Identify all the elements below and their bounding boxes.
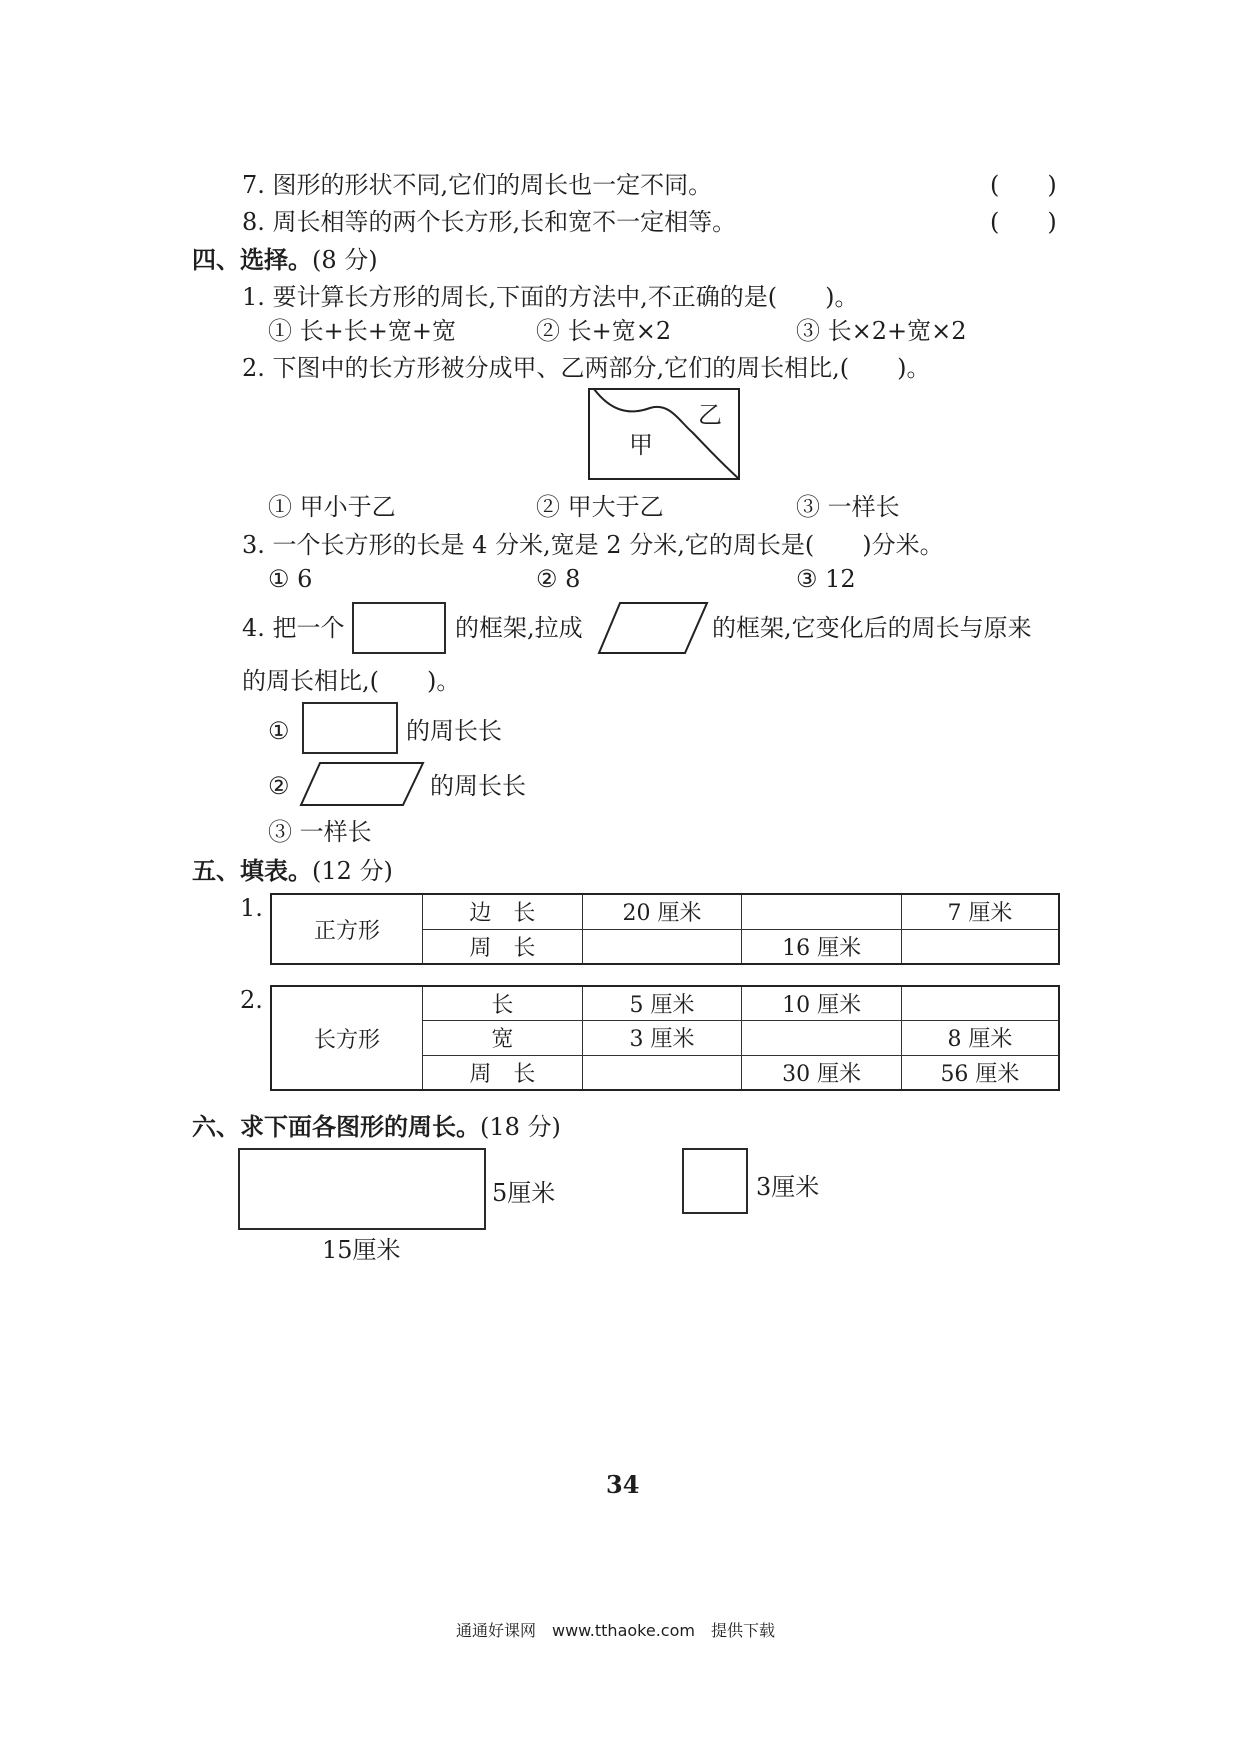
table-cell[interactable] bbox=[901, 986, 1059, 1021]
row-header: 周 长 bbox=[423, 1055, 583, 1090]
option-2-text[interactable]: 的周长长 bbox=[430, 772, 526, 800]
table-cell[interactable] bbox=[582, 929, 742, 964]
table-cell: 20 厘米 bbox=[582, 894, 742, 929]
question-4-suffix: 的框架,它变化后的周长与原来 bbox=[712, 614, 1032, 642]
rectangle-frame-icon bbox=[302, 702, 398, 754]
section-4-heading bbox=[192, 245, 378, 275]
label-jia: 甲 bbox=[629, 431, 653, 459]
option-3[interactable]: ③ 12 bbox=[796, 565, 856, 593]
table-cell: 5 厘米 bbox=[582, 986, 742, 1021]
table-row bbox=[271, 986, 1059, 1021]
question-4-line2: 的周长相比,( )。 bbox=[242, 667, 461, 695]
table-cell: 30 厘米 bbox=[742, 1055, 902, 1090]
statement-text: 图形的形状不同,它们的周长也一定不同。 bbox=[272, 171, 713, 199]
rectangle-shape bbox=[238, 1148, 486, 1230]
question-3-text: 3. 一个长方形的长是 4 分米,宽是 2 分米,它的周长是( )分米。 bbox=[242, 531, 944, 559]
row-group-label: 正方形 bbox=[271, 894, 423, 964]
option-1[interactable]: ① 甲小于乙 bbox=[268, 493, 396, 521]
row-header: 宽 bbox=[423, 1021, 583, 1055]
table-cell[interactable] bbox=[582, 1055, 742, 1090]
option-1-text[interactable]: 的周长长 bbox=[406, 717, 502, 745]
rectangle-height-label: 5厘米 bbox=[492, 1179, 556, 1207]
table-cell: 8 厘米 bbox=[901, 1021, 1059, 1055]
table-row bbox=[271, 894, 1059, 929]
judge-item-7 bbox=[242, 170, 712, 200]
item-number: 8. bbox=[242, 208, 265, 236]
question-4-prefix: 4. 把一个 bbox=[242, 614, 345, 642]
section-points: (18 分) bbox=[480, 1113, 561, 1141]
row-header: 长 bbox=[423, 986, 583, 1021]
section-points: (12 分) bbox=[312, 857, 393, 885]
option-2[interactable]: ② 长+宽×2 bbox=[536, 317, 672, 345]
section-points: (8 分) bbox=[312, 246, 378, 274]
rectangle-width-label: 15厘米 bbox=[322, 1236, 401, 1264]
table-cell[interactable] bbox=[742, 1021, 902, 1055]
row-header: 边 长 bbox=[423, 894, 583, 929]
square-shape bbox=[682, 1148, 748, 1214]
option-2[interactable]: ② 8 bbox=[536, 565, 581, 593]
parallelogram-frame-icon bbox=[300, 762, 424, 806]
question-2-text: 2. 下图中的长方形被分成甲、乙两部分,它们的周长相比,( )。 bbox=[242, 354, 931, 382]
question-1-text: 1. 要计算长方形的周长,下面的方法中,不正确的是( )。 bbox=[242, 283, 859, 311]
parallelogram-frame-icon bbox=[598, 602, 708, 654]
option-2[interactable]: ② 甲大于乙 bbox=[536, 493, 664, 521]
label-yi: 乙 bbox=[698, 401, 722, 429]
page-number: 34 bbox=[606, 1470, 640, 1499]
section-5-heading bbox=[192, 856, 393, 886]
answer-paren[interactable]: ( ) bbox=[990, 208, 1057, 236]
table-cell: 3 厘米 bbox=[582, 1021, 742, 1055]
section-title: 五、填表。 bbox=[192, 857, 312, 885]
table-1-number: 1. bbox=[240, 894, 263, 922]
rectangle-frame-icon bbox=[352, 602, 446, 654]
judge-item-8 bbox=[242, 207, 736, 237]
square-side-label: 3厘米 bbox=[756, 1173, 820, 1201]
table-cell: 16 厘米 bbox=[742, 929, 902, 964]
row-group-label: 长方形 bbox=[271, 986, 423, 1090]
footer-text: 通通好课网 www.tthaoke.com 提供下载 bbox=[456, 1621, 775, 1640]
statement-text: 周长相等的两个长方形,长和宽不一定相等。 bbox=[272, 208, 737, 236]
table-cell[interactable] bbox=[742, 894, 902, 929]
table-cell[interactable] bbox=[901, 929, 1059, 964]
table-cell: 7 厘米 bbox=[901, 894, 1059, 929]
option-2-mark[interactable]: ② bbox=[268, 772, 290, 800]
option-3[interactable]: ③ 一样长 bbox=[268, 818, 372, 846]
table-2-number: 2. bbox=[240, 986, 263, 1014]
section-6-heading bbox=[192, 1112, 561, 1142]
item-number: 7. bbox=[242, 171, 265, 199]
option-1[interactable]: ① 6 bbox=[268, 565, 313, 593]
row-header: 周 长 bbox=[423, 929, 583, 964]
option-3[interactable]: ③ 一样长 bbox=[796, 493, 900, 521]
section-title: 六、求下面各图形的周长。 bbox=[192, 1113, 480, 1141]
table-cell: 10 厘米 bbox=[742, 986, 902, 1021]
section-title: 四、选择。 bbox=[192, 246, 312, 274]
option-1-mark[interactable]: ① bbox=[268, 717, 290, 745]
answer-paren[interactable]: ( ) bbox=[990, 171, 1057, 199]
rectangle-fill-table bbox=[270, 985, 1060, 1091]
option-1[interactable]: ① 长+长+宽+宽 bbox=[268, 317, 456, 345]
option-3[interactable]: ③ 长×2+宽×2 bbox=[796, 317, 967, 345]
question-4-middle: 的框架,拉成 bbox=[455, 614, 583, 642]
table-cell: 56 厘米 bbox=[901, 1055, 1059, 1090]
square-fill-table bbox=[270, 893, 1060, 965]
